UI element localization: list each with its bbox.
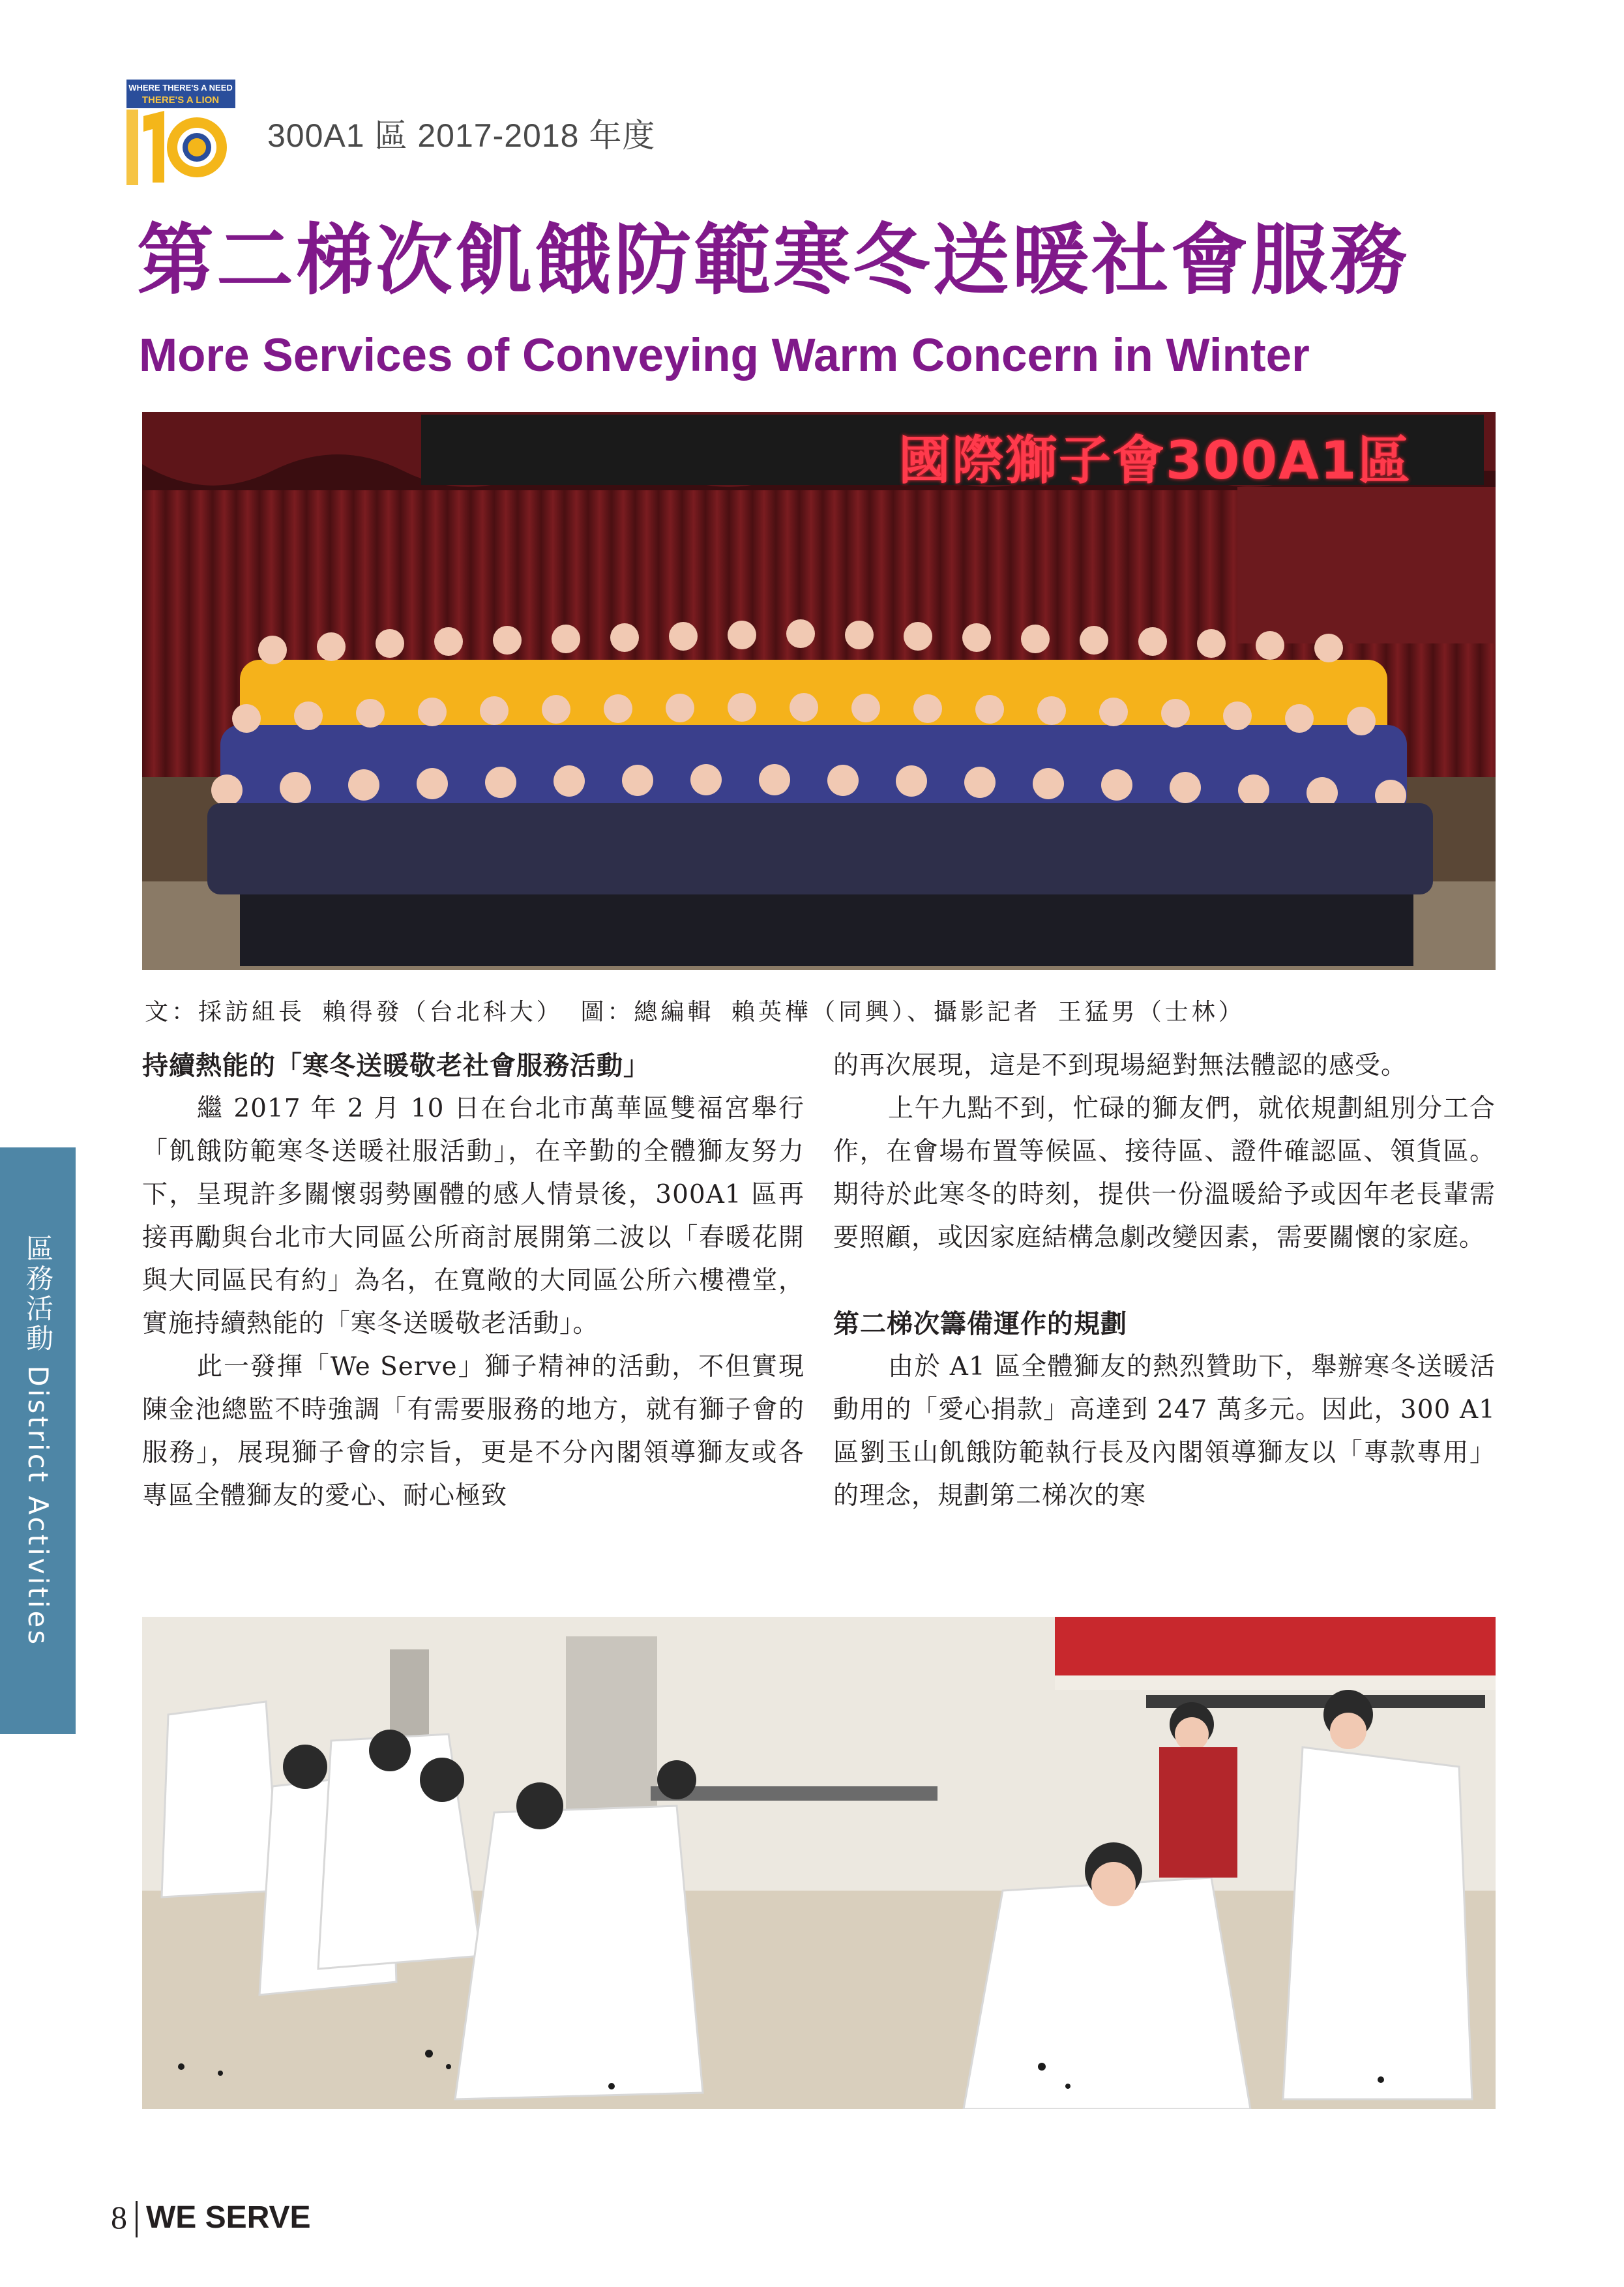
paragraph-right-0: 的再次展現，這是不到現場絕對無法體認的感受。 (833, 1051, 1408, 1080)
article-title-chinese: 第二梯次飢餓防範寒冬送暖社會服務 (137, 215, 1410, 305)
article-title-english: More Services of Conveying Warm Concern in Winter (139, 330, 1310, 381)
issue-year-label: 300A1 區 2017-2018 年度 (267, 117, 656, 154)
logo-line-2: THERE'S A LION (141, 95, 220, 106)
paragraph-left-2: 此一發揮「We Serve」獅子精神的活動，不但實現陳金池總監不時強調「有需要服務的地方，就有獅子會的服務」，展現獅子會的宗旨，更是不分內閣領導獅友或各專區全體獅友的愛心、耐心極致 (142, 1352, 805, 1511)
paragraph-left-1: 繼 2017 年 2 月 10 日在台北市萬華區雙福宮舉行「飢餓防範寒冬送暖社服活動」，在辛勤的全體獅友努力下，呈現許多關懷弱勢團體的感人情景後，300A1 區再接再勵與台北市大同區公所商討展開第二波以「春暖花開與大同區民有約」為名，在寬敞的大同區公所六樓禮堂，實施持續熱能的「寒冬送暖敬老活動」。 (142, 1094, 805, 1338)
section-heading-2: 第二梯次籌備運作的規劃 (833, 1309, 1127, 1339)
footer-magazine-label: WE SERVE (146, 2200, 311, 2235)
group-photo-illustration (142, 412, 1496, 970)
paragraph-right-2: 由於 A1 區全體獅友的熱烈贊助下，舉辦寒冬送暖活動用的「愛心捐款」高達到 247 萬多元。因此，300 A1 區劉玉山飢餓防範執行長及內閣領導獅友以「專款專用」的理念，規劃第二梯次的寒 (833, 1352, 1496, 1511)
section-heading-1: 持續熱能的「寒冬送暖敬老社會服務活動」 (142, 1051, 650, 1081)
left-column (142, 1044, 805, 1518)
section-side-tab (0, 1147, 76, 1734)
side-tab-label: 區務活動 District Activities (22, 1234, 54, 1647)
photo-credit: 文：採訪組長 賴得發（台北科大） 圖：總編輯 賴英樺（同興）、攝影記者 王猛男（士林） (145, 999, 1245, 1025)
haircut-service-photo (142, 1617, 1496, 2109)
page-number: 8 (111, 2199, 127, 2235)
paragraph-right-1: 上午九點不到，忙碌的獅友們，就依規劃組別分工合作，在會場布置等候區、接待區、證件確認區、領貨區。期待於此寒冬的時刻，提供一份溫暖給予或因年老長輩需要照顧，或因家庭結構急劇改變因素，需要關懷的家庭。 (833, 1094, 1496, 1252)
lions-100-logo (124, 77, 238, 188)
logo-line-1: WHERE THERE'S A NEED (128, 83, 233, 93)
footer-divider (136, 2201, 138, 2237)
haircut-photo-illustration (142, 1617, 1496, 2109)
stage-led-sign: 國際獅子會300A1區 (898, 430, 1411, 491)
group-photo (142, 412, 1496, 970)
right-column (833, 1044, 1496, 1518)
